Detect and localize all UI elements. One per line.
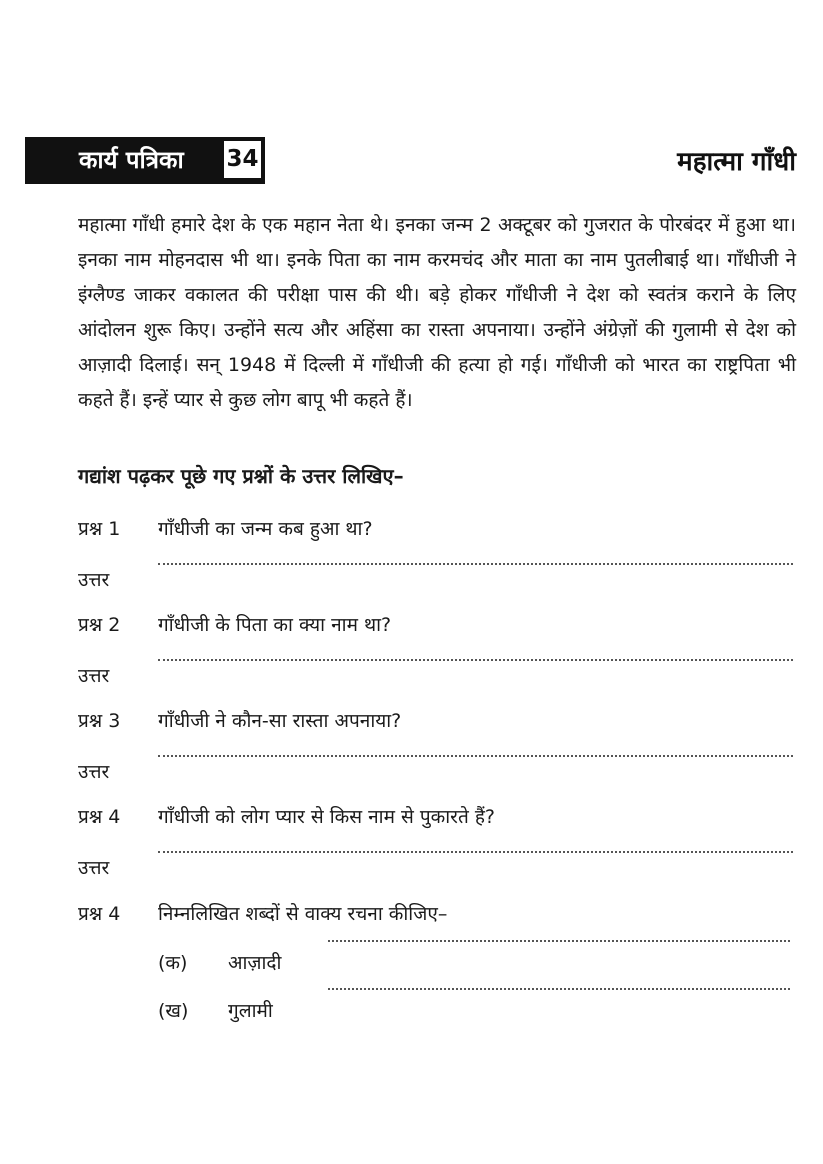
item-word: गुलामी — [228, 1000, 273, 1022]
answer-label: उत्तर — [78, 665, 110, 687]
question-1 — [78, 512, 373, 546]
item-mark: (क) — [158, 952, 188, 974]
answer-label: उत्तर — [78, 569, 110, 591]
answer-1 — [78, 563, 793, 597]
answer-label: उत्तर — [78, 857, 110, 879]
answer-3 — [78, 755, 793, 789]
worksheet-header-bar — [25, 137, 265, 184]
question-text: गाँधीजी को लोग प्यार से किस नाम से पुकारते हैं? — [158, 806, 495, 828]
answer-4 — [78, 851, 793, 885]
question-text: गाँधीजी ने कौन-सा रास्ता अपनाया? — [158, 710, 402, 732]
item-word: आज़ादी — [228, 952, 282, 974]
answer-4-writing-line[interactable] — [158, 851, 793, 853]
question-text: गाँधीजी का जन्म कब हुआ था? — [158, 518, 373, 540]
question-number: प्रश्न 2 — [78, 614, 121, 636]
page-title: महात्मा गाँधी — [677, 147, 796, 177]
sentence-item-ka — [158, 946, 790, 980]
answer-label: उत्तर — [78, 761, 110, 783]
question-text: निम्नलिखित शब्दों से वाक्य रचना कीजिए– — [158, 903, 448, 925]
reading-passage: महात्मा गाँधी हमारे देश के एक महान नेता थे। इनका जन्म 2 अक्टूबर को गुजरात के पोरबंदर में हुआ था। इनका नाम मोहनदास भी था। इनके पिता का नाम करमचंद और माता का नाम पुतलीबाई था। गाँधीजी ने इंग्लैण्ड जाकर वकालत की परीक्षा पास की थी। बड़े होकर गाँधीजी ने देश को स्वतंत्र कराने के लिए आंदोलन शुरू किए। उन्होंने सत्य और अहिंसा का रास्ता अपनाया। उन्होंने अंग्रेज़ों की गुलामी से देश को आज़ादी दिलाई। सन् 1948 में दिल्ली में गाँधीजी की हत्या हो गई। गाँधीजी को भारत का राष्ट्रपिता भी कहते हैं। इन्हें प्यार से कुछ लोग बापू भी कहते हैं। — [78, 214, 796, 411]
sentence-task — [78, 897, 447, 931]
question-text: गाँधीजी के पिता का क्या नाम था? — [158, 614, 392, 636]
question-4 — [78, 800, 495, 834]
question-number: प्रश्न 4 — [78, 903, 121, 925]
question-number: प्रश्न 1 — [78, 518, 121, 540]
sentence-item-kha — [158, 994, 790, 1028]
question-2 — [78, 608, 391, 642]
question-3 — [78, 704, 401, 738]
worksheet-number: 34 — [223, 140, 262, 179]
sentence-ka-writing-line[interactable] — [328, 940, 790, 942]
instruction-heading: गद्यांश पढ़कर पूछे गए प्रश्नों के उत्तर लिखिए– — [78, 464, 404, 488]
item-mark: (ख) — [158, 1000, 189, 1022]
sentence-kha-writing-line[interactable] — [328, 988, 790, 990]
answer-3-writing-line[interactable] — [158, 755, 793, 757]
answer-2-writing-line[interactable] — [158, 659, 793, 661]
answer-1-writing-line[interactable] — [158, 563, 793, 565]
worksheet-label: कार्य पत्रिका — [79, 146, 184, 174]
question-number: प्रश्न 3 — [78, 710, 121, 732]
question-number: प्रश्न 4 — [78, 806, 121, 828]
answer-2 — [78, 659, 793, 693]
